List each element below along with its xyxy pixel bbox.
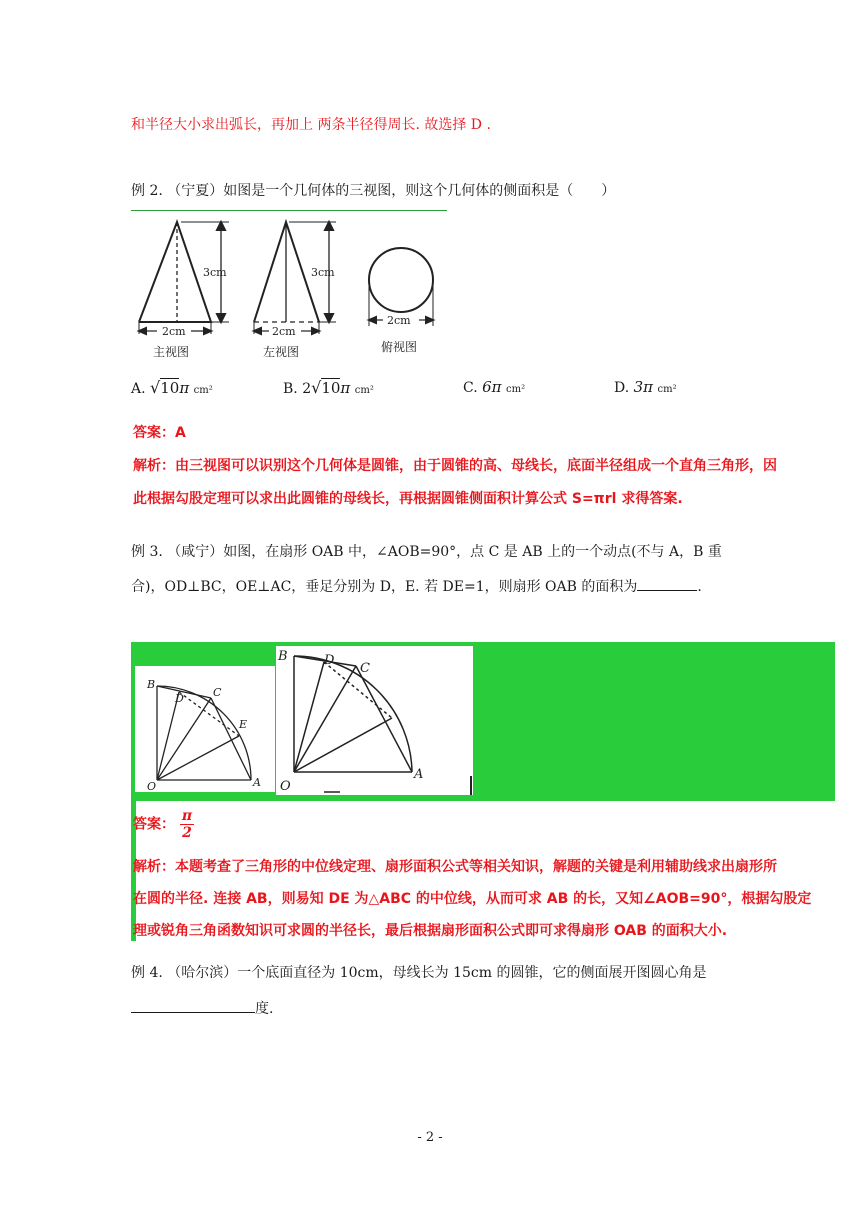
option-c-unit: cm² [505,384,526,395]
answer-value: A [175,425,186,441]
svg-text:O: O [147,780,157,792]
example-3-analysis-2: 在圆的半径. 连接 AB，则易知 DE 为△ABC 的中位线，从而可求 AB 的长，又知∠AOB=90°，根据勾股定 [133,891,812,907]
example-2-title: 例 2. （宁夏）如图是一个几何体的三视图，则这个几何体的侧面积是（ ） [131,183,616,199]
page-number: - 2 - [417,1130,443,1145]
svg-text:B: B [278,649,288,664]
answer-blank[interactable] [637,589,697,591]
sector-figure-small [135,666,275,792]
example-2-analysis-2: 此根据勾股定理可以求出此圆锥的母线长，再根据圆锥侧面积计算公式 S=πrl 求得答案. [133,491,683,507]
svg-text:D: D [324,653,335,668]
example-4-blank-line: 度. [131,998,273,1018]
option-a[interactable]: A. √10π cm² [131,378,213,397]
top-view-label: 俯视图 [381,340,418,354]
answer-blank[interactable] [131,1011,255,1013]
example-3-analysis-1: 解析：本题考查了三角形的中位线定理、扇形面积公式等相关知识，解题的关键是利用辅助线求出扇形所 [133,859,777,875]
svg-text:C: C [213,686,222,699]
svg-text:O: O [280,779,291,794]
example-2-analysis-1: 解析：由三视图可以识别这个几何体是圆锥，由于圆锥的高、母线长，底面半径组成一个直角三角形，因 [133,458,777,474]
option-d[interactable] [614,378,677,396]
example-4-title: 例 4. （哈尔滨）一个底面直径为 10cm，母线长为 15cm 的圆锥，它的侧面展开图圆心角是 [131,965,707,981]
sector-figure-large [276,646,473,795]
front-view-triangle [139,222,211,322]
left-view-label: 左视图 [263,345,300,359]
option-c[interactable] [463,378,525,396]
front-height-label: 3cm [203,266,227,279]
answer-label: 答案： [133,425,175,441]
top-view-circle [369,248,433,312]
option-c-value: 6π [482,378,502,396]
option-a-unit: cm² [193,385,213,396]
svg-text:A: A [253,776,261,789]
example-2-answer [133,422,186,442]
option-a-prefix: A. [131,381,146,397]
option-c-prefix: C. [463,380,478,396]
answer-fraction: $\frac{\pi}{2}$ [181,808,193,841]
option-d-prefix: D. [614,380,630,396]
option-b-unit: cm² [354,385,374,396]
svg-text:C: C [360,661,370,676]
option-b-prefix: B. [283,381,298,397]
answer-label: 答案： [133,816,175,833]
example-3-title-1: 例 3. （咸宁）如图，在扇形 OAB 中，∠AOB=90°，点 C 是 AB 上的一个动点(不与 A，B 重 [131,544,722,560]
front-width-label: 2cm [162,325,186,338]
svg-text:B: B [147,678,156,691]
option-b-radicand: 10 [321,379,341,397]
three-view-figure [131,214,451,364]
divider-rule [131,210,447,211]
svg-text:D: D [175,692,184,705]
svg-text:E: E [239,718,248,731]
left-width-label: 2cm [272,325,296,338]
option-d-unit: cm² [657,384,677,395]
intro-line: 和半径大小求出弧长，再加上 两条半径得周长. 故选择 D . [131,117,491,133]
top-width-label: 2cm [387,314,411,327]
example-3-title-2: 合)，OD⊥BC，OE⊥AC，垂足分别为 D，E. 若 DE=1，则扇形 OAB 的面积为 . [131,579,702,595]
left-height-label: 3cm [311,266,335,279]
analysis-label: 解析： [133,859,175,875]
analysis-label: 解析： [133,458,175,474]
example-3-answer [133,808,194,841]
front-view-label: 主视图 [153,345,190,359]
svg-text:A: A [414,767,424,782]
option-d-value: 3π [633,378,654,396]
option-a-radicand: 10 [160,379,180,397]
option-b-coef: 2 [302,381,312,397]
option-b[interactable]: B. 2√10π cm² [283,378,374,397]
example-3-analysis-3: 理或锐角三角函数知识可求圆的半径长，最后根据扇形面积公式即可求得扇形 OAB 的面积大小. [133,923,728,939]
